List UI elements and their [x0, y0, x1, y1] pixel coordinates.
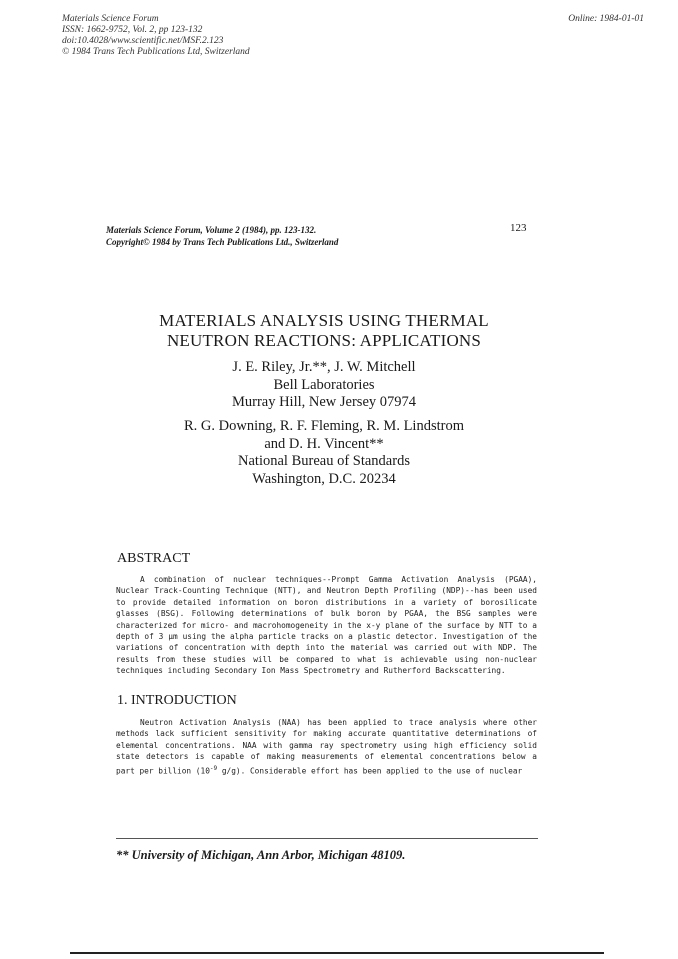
author-address-2: Washington, D.C. 20234: [252, 470, 396, 487]
meta-doi-link[interactable]: doi:10.4028/www.scientific.net/MSF.2.123: [62, 36, 224, 46]
footnote: ** University of Michigan, Ann Arbor, Michigan 48109.: [116, 848, 406, 862]
author-affiliation-1: Bell Laboratories: [273, 376, 375, 393]
introduction-paragraph: [116, 717, 537, 777]
abstract-text: [116, 574, 537, 677]
title-line-2: NEUTRON REACTIONS: APPLICATIONS: [166, 331, 482, 350]
author-group-2: [120, 418, 528, 488]
intro-text-part-2: g/g). Considerable effort has been applied to the use of nuclear: [217, 766, 523, 776]
introduction-heading: 1. INTRODUCTION: [117, 693, 237, 708]
author-address-1: Murray Hill, New Jersey 07974: [231, 394, 417, 410]
author-names-2b: and D. H. Vincent**: [264, 435, 384, 452]
paper-title: [120, 311, 528, 351]
abstract-paragraph: A combination of nuclear techniques--Prompt Gamma Activation Analysis (PGAA), Nuclear Track-Counting Technique (NTT), and Neutron Depth Profiling (NDP)--has been used to provide detailed information on boron distributions in a variety of borosilicate glasses (BSG). Following determinations of bulk boron by PGAA, the BSG samples were characterized for micro- and macrohomogeneity in the x-y plane of the surface by NTT to a depth of 3 μm using the alpha particle tracks on a plastic detector. Investigation of the variations of concentration with depth into the material was carried out with NDP. The results from these studies will be compared to what is achievable using non-nuclear techniques including Secondary Ion Mass Spectrometry and Rutherford Backscattering.: [116, 575, 537, 676]
page-number: 123: [510, 222, 527, 234]
title-line-1: MATERIALS ANALYSIS USING THERMAL: [159, 311, 489, 330]
meta-journal: Materials Science Forum: [62, 14, 159, 24]
meta-copyright: © 1984 Trans Tech Publications Ltd, Switzerland: [62, 47, 250, 57]
author-group-1: [120, 359, 528, 412]
abstract-heading: ABSTRACT: [117, 551, 191, 566]
journal-header: [106, 224, 338, 248]
page-bottom-rule: [70, 952, 604, 954]
author-affiliation-2: National Bureau of Standards: [238, 453, 410, 469]
journal-citation: Materials Science Forum, Volume 2 (1984), pp. 123-132.: [106, 225, 317, 235]
citation-metadata: [62, 14, 250, 58]
introduction-text: [116, 717, 537, 777]
footnote-divider: [116, 838, 538, 839]
intro-text-part-1: Neutron Activation Analysis (NAA) has been applied to trace analysis where other methods lack sufficient sensitivity for making accurate quantitative determinations of elemental concentrations. NAA with gamma ray spectrometry using high efficiency solid state detectors is capable of making measurements of elemental concentrations below a part per billion (10: [116, 718, 537, 776]
journal-copyright: Copyright© 1984 by Trans Tech Publications Ltd., Switzerland: [106, 237, 339, 247]
online-date: Online: 1984-01-01: [568, 14, 644, 24]
meta-issn: ISSN: 1662-9752, Vol. 2, pp 123-132: [62, 25, 203, 35]
author-names-2a: R. G. Downing, R. F. Fleming, R. M. Lindstrom: [183, 418, 464, 434]
author-names-1: J. E. Riley, Jr.**, J. W. Mitchell: [232, 359, 416, 375]
intro-exponent: -9: [209, 764, 218, 772]
